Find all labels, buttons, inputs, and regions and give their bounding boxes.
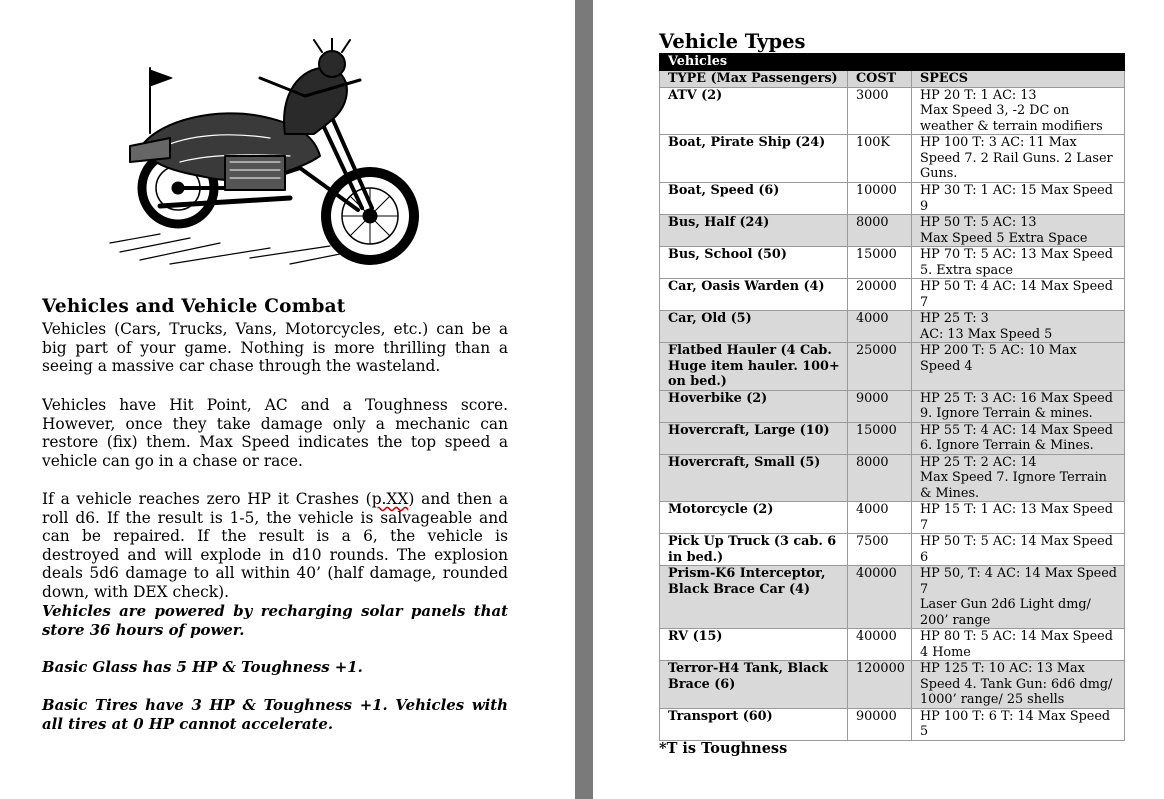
vehicle-cost-cell: 15000 bbox=[848, 247, 912, 279]
vehicle-specs-cell bbox=[912, 629, 1125, 661]
specs-line: HP 50 T: 5 AC: 14 Max Speed 6 bbox=[920, 534, 1113, 565]
specs-line: Laser Gun 2d6 Light dmg/ 200’ range bbox=[920, 597, 1091, 628]
specs-line: HP 80 T: 5 AC: 14 Max Speed 4 Home bbox=[920, 629, 1113, 660]
vehicle-cost-cell: 20000 bbox=[848, 279, 912, 311]
specs-line: HP 50 T: 5 AC: 13 bbox=[920, 215, 1037, 230]
toughness-footnote: *T is Toughness bbox=[659, 740, 788, 757]
vehicle-specs-cell bbox=[912, 215, 1125, 247]
paragraph-hit-points: Vehicles have Hit Point, AC and a Toughness score. However, once they take damage only a mechanic can restore (fix) them. Max Speed indicates the top speed a vehicle can go in a chase or race. bbox=[42, 396, 508, 470]
vehicle-cost-cell: 25000 bbox=[848, 343, 912, 391]
specs-line: HP 20 T: 1 AC: 13 bbox=[920, 87, 1037, 103]
table-row bbox=[660, 390, 1125, 422]
table-row bbox=[660, 629, 1125, 661]
table-row bbox=[660, 215, 1125, 247]
page-reference: p.XX bbox=[371, 490, 409, 508]
specs-line: HP 55 T: 4 AC: 14 Max Speed 6. Ignore Terrain & Mines. bbox=[920, 422, 1113, 453]
vehicle-specs-cell bbox=[912, 183, 1125, 215]
specs-line: HP 100 T: 3 AC: 11 Max Speed 7. 2 Rail Guns. 2 Laser Guns. bbox=[920, 135, 1113, 181]
note-solar-panels: Vehicles are powered by recharging solar panels that store 36 hours of power. bbox=[42, 602, 508, 639]
section-heading-vehicles-combat: Vehicles and Vehicle Combat bbox=[42, 296, 346, 317]
vehicle-cost-cell: 90000 bbox=[848, 708, 912, 740]
specs-line: HP 100 T: 6 T: 14 Max Speed 5 bbox=[920, 708, 1111, 739]
vehicle-specs-cell bbox=[912, 422, 1125, 454]
vehicle-types-table bbox=[659, 53, 1125, 741]
vehicle-type-cell: Car, Oasis Warden (4) bbox=[660, 279, 848, 311]
table-row bbox=[660, 183, 1125, 215]
vehicle-specs-cell bbox=[912, 343, 1125, 391]
table-caption: Vehicles bbox=[660, 54, 1125, 71]
vehicle-type-cell: Bus, School (50) bbox=[660, 247, 848, 279]
vehicle-specs-cell bbox=[912, 311, 1125, 343]
table-row bbox=[660, 454, 1125, 502]
vehicle-type-cell: Boat, Speed (6) bbox=[660, 183, 848, 215]
paragraph-intro: Vehicles (Cars, Trucks, Vans, Motorcycles, etc.) can be a big part of your game. Nothing is more thrilling than a seeing a massive car chase through the wasteland. bbox=[42, 320, 508, 376]
vehicle-specs-cell bbox=[912, 454, 1125, 502]
specs-line: HP 30 T: 1 AC: 15 Max Speed 9 bbox=[920, 183, 1113, 214]
column-header-specs: SPECS bbox=[912, 71, 1125, 88]
vehicle-cost-cell: 15000 bbox=[848, 422, 912, 454]
column-header-cost: COST bbox=[848, 71, 912, 88]
vehicle-cost-cell: 8000 bbox=[848, 454, 912, 502]
section-heading-vehicle-types: Vehicle Types bbox=[659, 30, 806, 53]
vehicle-type-cell: Car, Old (5) bbox=[660, 311, 848, 343]
table-row bbox=[660, 422, 1125, 454]
table-row bbox=[660, 566, 1125, 629]
vehicle-type-cell: Prism-K6 Interceptor, Black Brace Car (4) bbox=[660, 566, 848, 629]
vehicle-specs-cell bbox=[912, 708, 1125, 740]
vehicle-cost-cell: 3000 bbox=[848, 87, 912, 135]
crash-text-after: ) and then a roll d6. If the result is 1-5, the vehicle is salvageable and can be repaired. If the result is a 6, the vehicle is destroyed and will explode in d10 rounds. The explosion deals 5d6 damage to all within 40’ (half damage, rounded down, with DEX check). bbox=[42, 490, 508, 601]
vehicle-specs-cell bbox=[912, 566, 1125, 629]
vehicle-specs-cell bbox=[912, 661, 1125, 709]
vehicle-cost-cell: 120000 bbox=[848, 661, 912, 709]
vehicle-cost-cell: 4000 bbox=[848, 311, 912, 343]
note-basic-glass: Basic Glass has 5 HP & Toughness +1. bbox=[42, 658, 363, 676]
specs-line: AC: 13 Max Speed 5 bbox=[920, 326, 1053, 342]
vehicle-specs-cell bbox=[912, 87, 1125, 135]
vehicle-cost-cell: 40000 bbox=[848, 566, 912, 629]
table-row bbox=[660, 247, 1125, 279]
table-row bbox=[660, 661, 1125, 709]
crash-text-before: If a vehicle reaches zero HP it Crashes ( bbox=[42, 490, 372, 508]
column-header-type: TYPE (Max Passengers) bbox=[660, 71, 848, 88]
table-row bbox=[660, 343, 1125, 391]
vehicle-specs-cell bbox=[912, 534, 1125, 566]
vehicle-type-cell: Flatbed Hauler (4 Cab. Huge item hauler. 100+ on bed.) bbox=[660, 343, 848, 391]
page-gutter bbox=[575, 0, 593, 799]
table-row bbox=[660, 135, 1125, 183]
specs-line: Max Speed 5 Extra Space bbox=[920, 230, 1088, 246]
table-row bbox=[660, 279, 1125, 311]
vehicle-type-cell: Terror-H4 Tank, Black Brace (6) bbox=[660, 661, 848, 709]
vehicle-type-cell: ATV (2) bbox=[660, 87, 848, 135]
specs-line: Max Speed 7. Ignore Terrain & Mines. bbox=[920, 470, 1107, 501]
specs-line: Max Speed 3, -2 DC on weather & terrain modifiers bbox=[920, 103, 1103, 134]
vehicle-specs-cell bbox=[912, 247, 1125, 279]
vehicle-type-cell: RV (15) bbox=[660, 629, 848, 661]
vehicle-type-cell: Boat, Pirate Ship (24) bbox=[660, 135, 848, 183]
vehicle-cost-cell: 10000 bbox=[848, 183, 912, 215]
vehicle-type-cell: Transport (60) bbox=[660, 708, 848, 740]
specs-line: HP 70 T: 5 AC: 13 Max Speed 5. Extra space bbox=[920, 247, 1113, 278]
table-row bbox=[660, 534, 1125, 566]
table-row bbox=[660, 87, 1125, 135]
vehicle-type-cell: Bus, Half (24) bbox=[660, 215, 848, 247]
vehicle-specs-cell bbox=[912, 279, 1125, 311]
specs-line: HP 50 T: 4 AC: 14 Max Speed 7 bbox=[920, 279, 1113, 310]
vehicle-type-cell: Pick Up Truck (3 cab. 6 in bed.) bbox=[660, 534, 848, 566]
vehicle-type-cell: Hoverbike (2) bbox=[660, 390, 848, 422]
specs-line: HP 125 T: 10 AC: 13 Max Speed 4. Tank Gun: 6d6 dmg/ 1000’ range/ 25 shells bbox=[920, 661, 1113, 707]
vehicle-cost-cell: 7500 bbox=[848, 534, 912, 566]
specs-line: HP 25 T: 2 AC: 14 bbox=[920, 454, 1037, 470]
vehicle-specs-cell bbox=[912, 502, 1125, 534]
specs-line: HP 25 T: 3 bbox=[920, 311, 989, 326]
table-row bbox=[660, 708, 1125, 740]
specs-line: HP 25 T: 3 AC: 16 Max Speed 9. Ignore Terrain & mines. bbox=[920, 390, 1113, 421]
vehicle-table-body bbox=[660, 87, 1125, 740]
vehicle-cost-cell: 9000 bbox=[848, 390, 912, 422]
vehicle-cost-cell: 4000 bbox=[848, 502, 912, 534]
vehicle-cost-cell: 40000 bbox=[848, 629, 912, 661]
vehicle-specs-cell bbox=[912, 135, 1125, 183]
motorcycle-illustration bbox=[100, 38, 430, 273]
specs-line: HP 200 T: 5 AC: 10 Max Speed 4 bbox=[920, 343, 1077, 374]
specs-line: HP 15 T: 1 AC: 13 Max Speed 7 bbox=[920, 502, 1113, 533]
specs-line: HP 50, T: 4 AC: 14 Max Speed 7 bbox=[920, 566, 1118, 597]
vehicle-type-cell: Hovercraft, Large (10) bbox=[660, 422, 848, 454]
paragraph-crashes bbox=[42, 490, 508, 602]
vehicle-type-cell: Hovercraft, Small (5) bbox=[660, 454, 848, 502]
vehicle-cost-cell: 100K bbox=[848, 135, 912, 183]
table-row bbox=[660, 311, 1125, 343]
left-page bbox=[0, 0, 575, 799]
vehicle-cost-cell: 8000 bbox=[848, 215, 912, 247]
table-row bbox=[660, 502, 1125, 534]
vehicle-type-cell: Motorcycle (2) bbox=[660, 502, 848, 534]
vehicle-specs-cell bbox=[912, 390, 1125, 422]
note-basic-tires: Basic Tires have 3 HP & Toughness +1. Vehicles with all tires at 0 HP cannot accelerate. bbox=[42, 696, 508, 733]
